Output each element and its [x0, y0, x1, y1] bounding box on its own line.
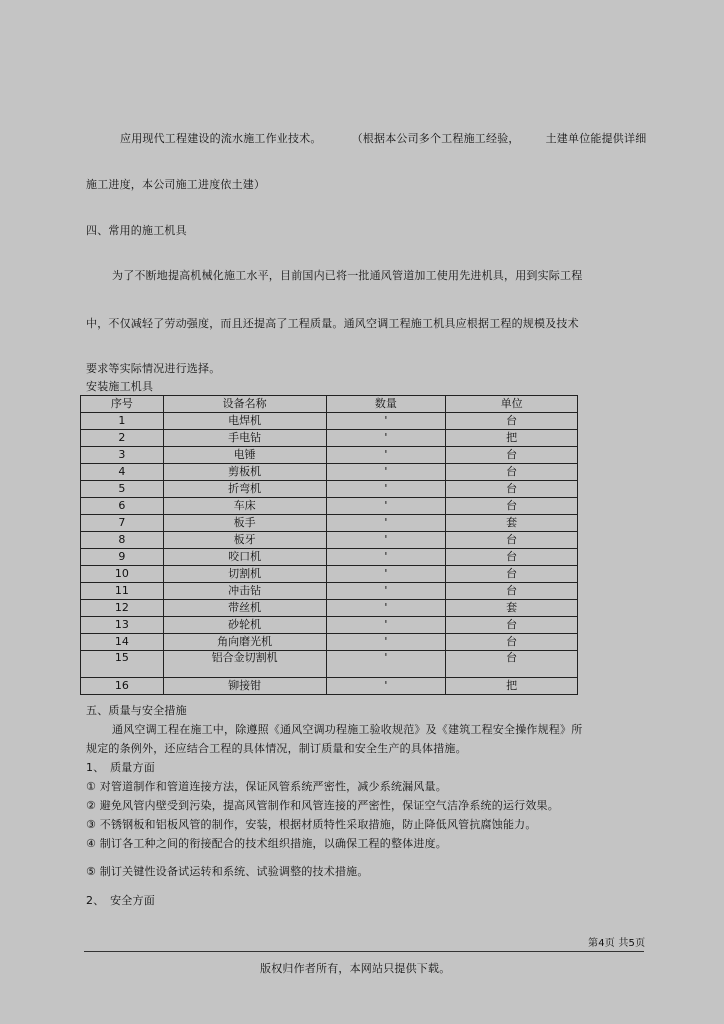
cell-no: 6: [81, 498, 164, 515]
cell-name: 板牙: [163, 532, 326, 549]
footer-copyright: 版权归作者所有，本网站只提供下载。: [260, 962, 451, 975]
cell-unit: 台: [446, 651, 578, 678]
cell-no: 1: [81, 413, 164, 430]
table-row: [81, 447, 578, 464]
cell-qty: ': [326, 413, 446, 430]
section-5-para-line-2: 规定的条例外，还应结合工程的具体情况，制订质量和安全生产的具体措施。: [86, 742, 467, 755]
table-row: [81, 678, 578, 695]
quality-item: ⑤ 制订关键性设备试运转和系统、试验调整的技术措施。: [86, 865, 369, 878]
cell-qty: ': [326, 549, 446, 566]
cell-no: 16: [81, 678, 164, 695]
cell-name: 电焊机: [163, 413, 326, 430]
cell-unit: 台: [446, 549, 578, 566]
cell-unit: 套: [446, 515, 578, 532]
cell-qty: ': [326, 617, 446, 634]
cell-no: 11: [81, 583, 164, 600]
cell-name: 电锤: [163, 447, 326, 464]
table-row: [81, 583, 578, 600]
table-row: [81, 566, 578, 583]
table-row: [81, 617, 578, 634]
cell-no: 2: [81, 430, 164, 447]
cell-no: 13: [81, 617, 164, 634]
cell-unit: 台: [446, 634, 578, 651]
table-row: [81, 600, 578, 617]
header-name: 设备名称: [163, 396, 326, 413]
table-row: [81, 464, 578, 481]
page-number: 第4页 共5页: [588, 938, 646, 949]
cell-qty: ': [326, 532, 446, 549]
quality-item: ① 对管道制作和管道连接方法，保证风管系统严密性，减少系统漏风量。: [86, 780, 447, 793]
table-row: [81, 515, 578, 532]
intro-line-1-part-b: （根据本公司多个工程施工经验，: [351, 132, 520, 145]
cell-name: 砂轮机: [163, 617, 326, 634]
cell-unit: 台: [446, 583, 578, 600]
cell-no: 12: [81, 600, 164, 617]
cell-name: 板手: [163, 515, 326, 532]
cell-unit: 台: [446, 617, 578, 634]
cell-qty: ': [326, 566, 446, 583]
quality-subheading: 1、 质量方面: [86, 761, 155, 774]
cell-name: 铆接钳: [163, 678, 326, 695]
cell-name: 折弯机: [163, 481, 326, 498]
cell-name: 切割机: [163, 566, 326, 583]
header-unit: 单位: [446, 396, 578, 413]
cell-no: 15: [81, 651, 164, 678]
table-row: [81, 430, 578, 447]
table-row: [81, 481, 578, 498]
cell-unit: 台: [446, 498, 578, 515]
cell-no: 9: [81, 549, 164, 566]
header-qty: 数量: [326, 396, 446, 413]
cell-name: 铝合金切割机: [163, 651, 326, 678]
cell-name: 手电钻: [163, 430, 326, 447]
cell-unit: 台: [446, 481, 578, 498]
table-header-row: [81, 396, 578, 413]
cell-name: 带丝机: [163, 600, 326, 617]
cell-unit: 套: [446, 600, 578, 617]
table-caption: 安装施工机具: [86, 380, 154, 393]
cell-qty: ': [326, 447, 446, 464]
footer-divider: [84, 951, 644, 952]
cell-qty: ': [326, 498, 446, 515]
cell-qty: ': [326, 600, 446, 617]
cell-no: 5: [81, 481, 164, 498]
table-row: [81, 532, 578, 549]
cell-unit: 台: [446, 566, 578, 583]
cell-qty: ': [326, 583, 446, 600]
table-row: [81, 549, 578, 566]
quality-item: ④ 制订各工种之间的衔接配合的技术组织措施，以确保工程的整体进度。: [86, 837, 447, 850]
cell-qty: ': [326, 678, 446, 695]
section-4-para-line-3: 要求等实际情况进行选择。: [86, 362, 221, 375]
cell-no: 7: [81, 515, 164, 532]
section-4-para-line-2: 中，不仅减轻了劳动强度，而且还提高了工程质量。通风空调工程施工机具应根据工程的规模及技术: [86, 317, 579, 330]
cell-name: 角向磨光机: [163, 634, 326, 651]
cell-no: 4: [81, 464, 164, 481]
cell-unit: 台: [446, 464, 578, 481]
table-row: [81, 413, 578, 430]
intro-line-1-part-c: 土建单位能提供详细: [545, 132, 647, 145]
cell-no: 8: [81, 532, 164, 549]
cell-unit: 把: [446, 430, 578, 447]
cell-qty: ': [326, 651, 446, 678]
table-row: [81, 634, 578, 651]
table-row: [81, 498, 578, 515]
intro-line-1-part-a: 应用现代工程建设的流水施工作业技术。: [120, 132, 322, 145]
quality-item: ③ 不锈钢板和铝板风管的制作，安装，根据材质特性采取措施，防止降低风管抗腐蚀能力。: [86, 818, 537, 831]
quality-item: ② 避免风管内壁受到污染，提高风管制作和风管连接的严密性，保证空气洁净系统的运行效果。: [86, 799, 559, 812]
cell-name: 剪板机: [163, 464, 326, 481]
safety-subheading: 2、 安全方面: [86, 894, 155, 907]
cell-name: 冲击钻: [163, 583, 326, 600]
header-no: 序号: [81, 396, 164, 413]
cell-no: 10: [81, 566, 164, 583]
cell-unit: 台: [446, 447, 578, 464]
cell-unit: 台: [446, 532, 578, 549]
cell-no: 14: [81, 634, 164, 651]
table-row: [81, 651, 578, 678]
section-4-para-line-1: 为了不断地提高机械化施工水平，目前国内已将一批通风管道加工使用先进机具，用到实际工程: [112, 269, 583, 282]
section-5-para-line-1: 通风空调工程在施工中，除遵照《通风空调功程施工验收规范》及《建筑工程安全操作规程》所: [112, 723, 583, 736]
intro-line-1: [120, 130, 646, 146]
cell-unit: 台: [446, 413, 578, 430]
cell-unit: 把: [446, 678, 578, 695]
cell-name: 车床: [163, 498, 326, 515]
cell-qty: ': [326, 430, 446, 447]
cell-qty: ': [326, 464, 446, 481]
equipment-table: [80, 395, 578, 695]
intro-line-2: 施工进度，本公司施工进度依土建）: [86, 178, 266, 191]
cell-qty: ': [326, 481, 446, 498]
section-4-heading: 四、常用的施工机具: [86, 224, 187, 237]
section-5-heading: 五、质量与安全措施: [86, 704, 187, 717]
cell-no: 3: [81, 447, 164, 464]
cell-name: 咬口机: [163, 549, 326, 566]
cell-qty: ': [326, 634, 446, 651]
cell-qty: ': [326, 515, 446, 532]
